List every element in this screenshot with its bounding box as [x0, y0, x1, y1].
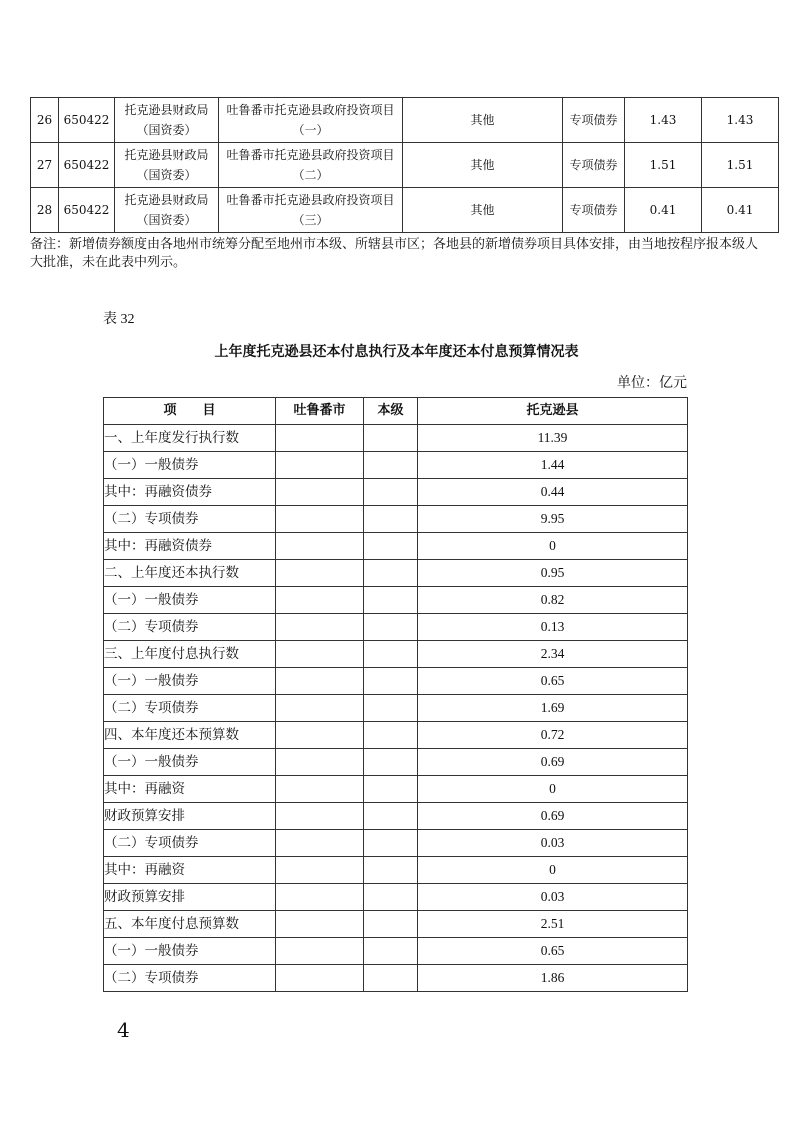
level-value [364, 641, 418, 668]
turpan-value [276, 803, 364, 830]
item-label: 其中：再融资 [104, 857, 276, 884]
table-row [104, 587, 688, 614]
turpan-value [276, 425, 364, 452]
turpan-value [276, 965, 364, 992]
item-label: （一）一般债券 [104, 668, 276, 695]
turpan-value [276, 506, 364, 533]
table-row [104, 479, 688, 506]
toksun-value: 0 [418, 533, 688, 560]
item-label: （二）专项债券 [104, 965, 276, 992]
toksun-value: 0.72 [418, 722, 688, 749]
level-value [364, 857, 418, 884]
item-label: 二、上年度还本执行数 [104, 560, 276, 587]
item-label: 财政预算安排 [104, 803, 276, 830]
bond-type: 专项债券 [563, 143, 625, 188]
toksun-value: 1.86 [418, 965, 688, 992]
table-title: 上年度托克逊县还本付息执行及本年度还本付息预算情况表 [214, 344, 579, 360]
row-number: 26 [31, 98, 59, 143]
level-value [364, 533, 418, 560]
toksun-value: 0.69 [418, 803, 688, 830]
level-value [364, 965, 418, 992]
department-line2: （国资委） [136, 213, 197, 227]
row-number: 27 [31, 143, 59, 188]
project-name [219, 143, 403, 188]
project-category: 其他 [403, 188, 563, 233]
item-label: （二）专项债券 [104, 830, 276, 857]
turpan-value [276, 857, 364, 884]
note-text: 备注：新增债券额度由各地州市统筹分配至地州市本级、所辖县市区；各地县的新增债券项目具体安排，由当地按程序报本级人大批准，未在此表中列示。 [30, 236, 759, 269]
toksun-value: 0.03 [418, 884, 688, 911]
turpan-value [276, 776, 364, 803]
item-label: 三、上年度付息执行数 [104, 641, 276, 668]
region-code: 650422 [59, 143, 115, 188]
turpan-value [276, 695, 364, 722]
toksun-value: 2.34 [418, 641, 688, 668]
toksun-value: 0.82 [418, 587, 688, 614]
department [115, 188, 219, 233]
toksun-value: 0.65 [418, 668, 688, 695]
table-row [104, 668, 688, 695]
turpan-value [276, 560, 364, 587]
table-row [104, 533, 688, 560]
table-row [31, 188, 779, 233]
item-label: （一）一般债券 [104, 587, 276, 614]
toksun-value: 1.44 [418, 452, 688, 479]
level-value [364, 938, 418, 965]
table-row [104, 506, 688, 533]
project-line1: 吐鲁番市托克逊县政府投资项目 [226, 148, 395, 162]
table-label: 表 32 [103, 312, 135, 327]
turpan-value [276, 830, 364, 857]
table-row [31, 98, 779, 143]
project-category: 其他 [403, 98, 563, 143]
turpan-value [276, 479, 364, 506]
department-line1: 托克逊县财政局 [124, 103, 209, 117]
turpan-value [276, 452, 364, 479]
level-value [364, 749, 418, 776]
table-row [104, 803, 688, 830]
level-value [364, 587, 418, 614]
turpan-value [276, 722, 364, 749]
region-code: 650422 [59, 98, 115, 143]
turpan-value [276, 911, 364, 938]
department-line2: （国资委） [136, 123, 197, 137]
level-value [364, 506, 418, 533]
table-row [104, 560, 688, 587]
table-row [104, 614, 688, 641]
project-line2: （一） [292, 123, 329, 137]
item-label: 一、上年度发行执行数 [104, 425, 276, 452]
table-row [104, 830, 688, 857]
item-label: （二）专项债券 [104, 695, 276, 722]
bond-type: 专项债券 [563, 188, 625, 233]
header-level: 本级 [364, 398, 418, 425]
amount: 1.43 [625, 98, 702, 143]
item-label: （二）专项债券 [104, 614, 276, 641]
item-label: 其中：再融资债券 [104, 479, 276, 506]
level-value [364, 425, 418, 452]
level-value [364, 803, 418, 830]
toksun-value: 0.44 [418, 479, 688, 506]
table-header-row [104, 398, 688, 425]
level-value [364, 776, 418, 803]
department [115, 143, 219, 188]
toksun-value: 0.13 [418, 614, 688, 641]
item-label: （二）专项债券 [104, 506, 276, 533]
turpan-value [276, 749, 364, 776]
item-label: 四、本年度还本预算数 [104, 722, 276, 749]
unit-label: 单位：亿元 [617, 376, 687, 391]
table-row [104, 452, 688, 479]
table-row [104, 857, 688, 884]
toksun-value: 11.39 [418, 425, 688, 452]
toksun-value: 0 [418, 776, 688, 803]
toksun-value: 2.51 [418, 911, 688, 938]
toksun-value: 0.03 [418, 830, 688, 857]
turpan-value [276, 641, 364, 668]
level-value [364, 830, 418, 857]
department-line2: （国资委） [136, 168, 197, 182]
table-row [104, 965, 688, 992]
page-number: 4 [117, 1018, 130, 1042]
bond-type: 专项债券 [563, 98, 625, 143]
toksun-value: 0 [418, 857, 688, 884]
level-value [364, 479, 418, 506]
turpan-value [276, 668, 364, 695]
item-label: 五、本年度付息预算数 [104, 911, 276, 938]
item-label: 其中：再融资 [104, 776, 276, 803]
turpan-value [276, 614, 364, 641]
department [115, 98, 219, 143]
project-name [219, 98, 403, 143]
item-label: （一）一般债券 [104, 749, 276, 776]
amount: 1.51 [625, 143, 702, 188]
amount-total: 1.51 [702, 143, 779, 188]
turpan-value [276, 533, 364, 560]
table-row [104, 938, 688, 965]
region-code: 650422 [59, 188, 115, 233]
project-line1: 吐鲁番市托克逊县政府投资项目 [226, 193, 395, 207]
level-value [364, 560, 418, 587]
project-line2: （二） [292, 168, 329, 182]
level-value [364, 614, 418, 641]
item-label: （一）一般债券 [104, 452, 276, 479]
header-toksun: 托克逊县 [418, 398, 688, 425]
department-line1: 托克逊县财政局 [124, 193, 209, 207]
level-value [364, 452, 418, 479]
item-label: 其中：再融资债券 [104, 533, 276, 560]
header-turpan: 吐鲁番市 [276, 398, 364, 425]
project-table [30, 97, 779, 233]
department-line1: 托克逊县财政局 [124, 148, 209, 162]
level-value [364, 884, 418, 911]
table-row [104, 911, 688, 938]
level-value [364, 722, 418, 749]
amount-total: 0.41 [702, 188, 779, 233]
table-row [31, 143, 779, 188]
turpan-value [276, 938, 364, 965]
item-label: 财政预算安排 [104, 884, 276, 911]
level-value [364, 911, 418, 938]
turpan-value [276, 884, 364, 911]
table-row [104, 749, 688, 776]
table-row [104, 425, 688, 452]
table-row [104, 641, 688, 668]
debt-service-table [103, 397, 688, 992]
toksun-value: 1.69 [418, 695, 688, 722]
row-number: 28 [31, 188, 59, 233]
toksun-value: 0.65 [418, 938, 688, 965]
table-row [104, 884, 688, 911]
table-row [104, 695, 688, 722]
project-category: 其他 [403, 143, 563, 188]
toksun-value: 0.69 [418, 749, 688, 776]
project-name [219, 188, 403, 233]
header-item: 项 目 [104, 398, 276, 425]
project-line1: 吐鲁番市托克逊县政府投资项目 [226, 103, 395, 117]
item-label: （一）一般债券 [104, 938, 276, 965]
toksun-value: 9.95 [418, 506, 688, 533]
level-value [364, 695, 418, 722]
table-row [104, 776, 688, 803]
table-row [104, 722, 688, 749]
project-line2: （三） [292, 213, 329, 227]
amount: 0.41 [625, 188, 702, 233]
amount-total: 1.43 [702, 98, 779, 143]
turpan-value [276, 587, 364, 614]
toksun-value: 0.95 [418, 560, 688, 587]
level-value [364, 668, 418, 695]
